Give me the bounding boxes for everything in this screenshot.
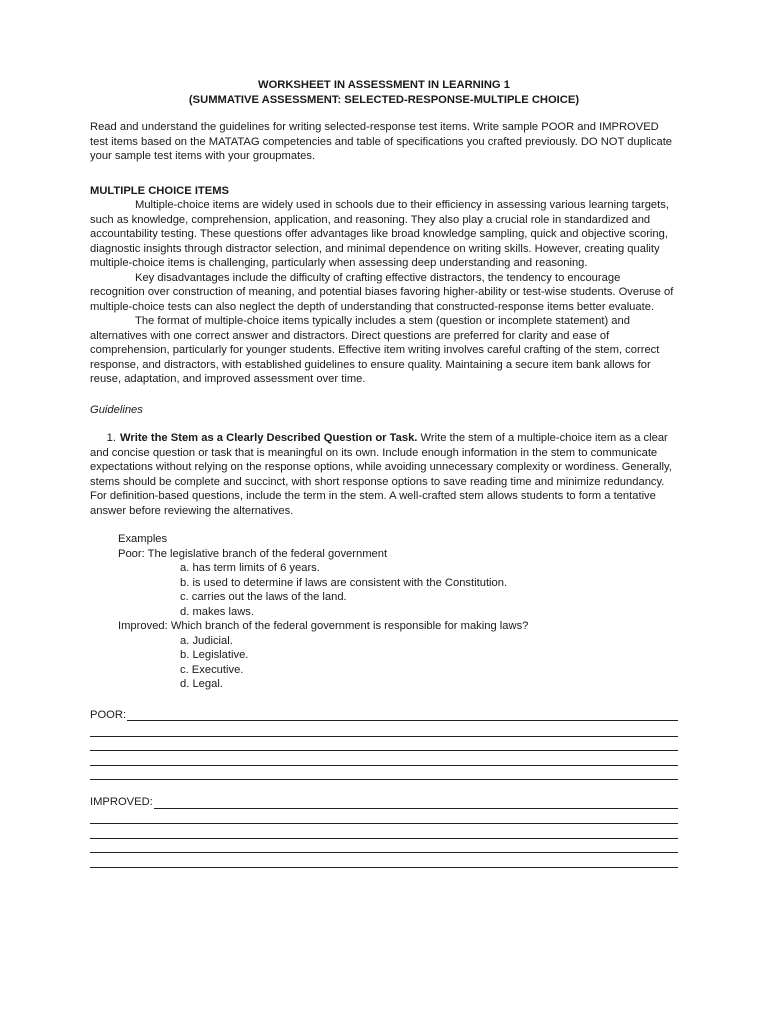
poor-option-d: d. makes laws. [180, 605, 254, 618]
poor-answer-line[interactable] [90, 722, 678, 737]
poor-answer-line[interactable] [90, 766, 678, 781]
improved-example-options [118, 634, 678, 692]
improved-answer-line[interactable] [90, 824, 678, 839]
examples-label: Examples [118, 533, 168, 545]
improved-answer-blank[interactable] [154, 808, 678, 809]
guideline-title: Write the Stem as a Clearly Described Question or Task. [120, 432, 418, 444]
worksheet-subtitle: (SUMMATIVE ASSESSMENT: SELECTED-RESPONSE-MULTIPLE CHOICE) [188, 93, 580, 106]
poor-example-options [118, 561, 678, 619]
poor-answer-first-line[interactable] [90, 708, 678, 723]
improved-option-a: a. Judicial. [180, 634, 233, 647]
section-paragraph-3: The format of multiple-choice items typically includes a stem (question or incomplete statement) and alternatives with one correct answer and distractors. Direct questions are preferred for clarity and ease of comprehension, particularly for younger students. Effective item writing involves careful crafting of the stem, correct response, and distractors, with established guidelines to ensure quality. Maintaining a secure item bank allows for reuse, adaptation, and improved assessment over time. [90, 315, 660, 385]
poor-answer-line[interactable] [90, 737, 678, 752]
poor-option-a: a. has term limits of 6 years. [180, 562, 320, 574]
improved-answer-label: IMPROVED: [90, 796, 153, 808]
improved-answer-line[interactable] [90, 839, 678, 854]
guideline-item-1 [90, 431, 678, 518]
improved-answer-first-line[interactable] [90, 795, 678, 810]
poor-answer-area[interactable] [90, 708, 678, 781]
instructions-paragraph: Read and understand the guidelines for writing selected-response test items. Write sample POOR and IMPROVED test items based on the MATATAG competencies and table of specifications you crafted previously. DO NOT duplicate your sample test items with your groupmates. [90, 121, 673, 162]
section-paragraph-1: Multiple-choice items are widely used in schools due to their efficiency in assessing various learning targets, such as knowledge, comprehension, application, and reasoning. They also play a crucial role in standardized and accountability testing. These questions offer advantages like broad knowledge sampling, quick and objective scoring, diagnostic insights through distractor selection, and minimal dependence on writing skills. However, creating quality multiple-choice items is challenging, particularly when assessing deep understanding and reasoning. [90, 199, 669, 269]
section-heading: MULTIPLE CHOICE ITEMS [90, 184, 230, 197]
poor-answer-label: POOR: [90, 708, 127, 721]
section-paragraph-2: Key disadvantages include the difficulty of crafting effective distractors, the tendency to encourage recognition over construction of meaning, and potential biases favoring higher-ability or test-wise students. Overuse of multiple-choice tests can also neglect the depth of understanding that constructed-response items better evaluate. [90, 271, 674, 313]
improved-option-b: b. Legislative. [180, 649, 249, 661]
poor-answer-line[interactable] [90, 751, 678, 766]
guideline-body: Write the stem of a multiple-choice item as a clear and concise question or task that is meaningful on its own. Include enough information in the stem to communicate expectations without relying on the response options, while avoiding unnecessary complexity or wordiness. Generally, stems should be complete and succinct, with short response options to save reading time and minimize redundancy. For definition-based questions, include the term in the stem. A well-crafted stem allows students to form a tentative answer before reviewing the alternatives. [90, 432, 672, 517]
improved-answer-line[interactable] [90, 810, 678, 825]
guidelines-label: Guidelines [90, 403, 143, 416]
poor-example-stem: Poor: The legislative branch of the federal government [118, 547, 388, 560]
guideline-number: 1. [106, 432, 116, 444]
poor-answer-blank[interactable] [127, 720, 678, 721]
poor-option-b: b. is used to determine if laws are consistent with the Constitution. [180, 576, 508, 589]
improved-example-stem: Improved: Which branch of the federal government is responsible for making laws? [118, 620, 529, 632]
poor-option-c: c. carries out the laws of the land. [180, 591, 347, 603]
improved-answer-area[interactable] [90, 795, 678, 868]
improved-answer-line[interactable] [90, 853, 678, 868]
examples-block [90, 532, 678, 692]
worksheet-title: WORKSHEET IN ASSESSMENT IN LEARNING 1 [258, 79, 510, 91]
improved-option-c: c. Executive. [180, 663, 244, 676]
improved-option-d: d. Legal. [180, 678, 223, 690]
